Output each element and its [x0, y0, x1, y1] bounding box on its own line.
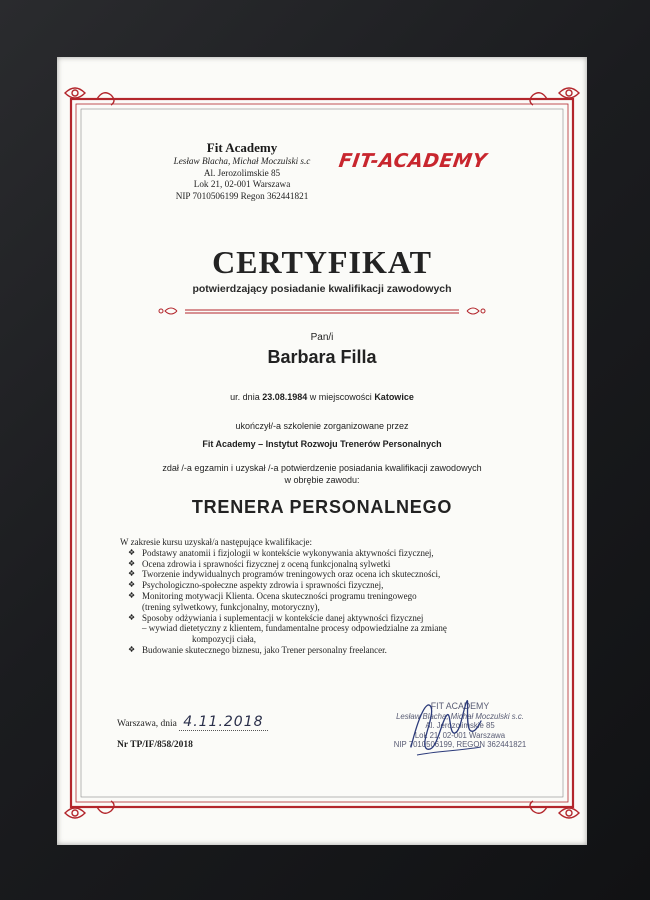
- fit-academy-logo: FIT-ACADEMY: [337, 150, 489, 172]
- issuer-owners: Lesław Blacha, Michał Moczulski s.c: [173, 156, 311, 166]
- exam-line-1: zdał /-a egzamin i uzyskał /-a potwierdzenie posiadania kwalifikacji zawodowych: [162, 463, 482, 473]
- signature: [397, 685, 487, 765]
- certificate-subtitle: potwierdzający posiadanie kwalifikacji zawodowych: [192, 283, 452, 295]
- born-prefix: ur. dnia: [230, 392, 260, 402]
- list-item: ❖ Podstawy anatomii i fizjologii w kontekście wykonywania aktywności fizycznej,: [128, 547, 434, 558]
- exam-text: [57, 463, 587, 486]
- place-label: Warszawa, dnia: [117, 719, 177, 729]
- list-item: ❖ Monitoring motywacji Klienta. Ocena skuteczności programu treningowego (trening sylwetkowy, funkcjonalny, motoryczny),: [128, 590, 417, 612]
- profession-title: TRENERA PERSONALNEGO: [191, 497, 453, 517]
- place-and-date: [117, 714, 268, 730]
- issuer-street: Al. Jerozolimskie 85: [203, 167, 281, 178]
- organizer-name: Fit Academy – Instytut Rozwoju Trenerów Personalnych: [202, 439, 442, 449]
- diamond-bullet-icon: ❖: [128, 590, 136, 600]
- issuer-ids: NIP 7010506199 Regon 362441821: [175, 190, 309, 201]
- handwritten-date: 4.11.2018: [179, 714, 267, 731]
- salutation: Pan/i: [310, 332, 334, 343]
- list-item: ❖ Psychologiczno-społeczne aspekty zdrowia i sprawności fizycznej,: [128, 580, 384, 591]
- diamond-bullet-icon: ❖: [128, 558, 136, 568]
- diamond-bullet-icon: ❖: [128, 612, 136, 622]
- born-mid: w miejscowości: [309, 392, 372, 402]
- certificate-number: Nr TP/IF/858/2018: [117, 740, 193, 750]
- title-divider: [159, 308, 485, 314]
- qualifications-list: [120, 548, 540, 656]
- exam-line-2: w obrębie zawodu:: [284, 474, 360, 485]
- list-item: ❖ Budowanie skutecznego biznesu, jako Trener personalny freelancer.: [128, 644, 387, 655]
- stamp-street: Al. Jerozolimskie 85: [425, 721, 495, 730]
- issuer-address: Lok 21, 02-001 Warszawa: [193, 179, 291, 189]
- diamond-bullet-icon: ❖: [128, 580, 136, 590]
- diamond-bullet-icon: ❖: [128, 547, 136, 557]
- qualifications-intro: W zakresie kursu uzyskał/a następujące kwalifikacje:: [120, 537, 313, 547]
- diamond-bullet-icon: ❖: [128, 644, 136, 654]
- stamp-ids: NIP 7010506199, REGON 362441821: [393, 740, 527, 749]
- birth-date: 23.08.1984: [262, 392, 308, 402]
- stamp-name: FIT ACADEMY: [430, 701, 490, 711]
- list-item: ❖ Tworzenie indywidualnych programów treningowych oraz ocena ich skuteczności,: [128, 569, 441, 580]
- issuer-name: Fit Academy: [206, 140, 278, 155]
- recipient-name: Barbara Filla: [267, 347, 377, 367]
- qualifications-section: [120, 537, 540, 656]
- diamond-bullet-icon: ❖: [128, 569, 136, 579]
- certificate-paper: [57, 57, 587, 845]
- list-item: ❖ Ocena zdrowia i sprawności fizycznej z oceną funkcjonalną sylwetki: [128, 558, 391, 569]
- birth-place: Katowice: [374, 392, 414, 402]
- certificate-title: CERTYFIKAT: [212, 244, 432, 280]
- stamp-owners: Lesław Blacha, Michał Moczulski s.c.: [396, 711, 524, 721]
- list-item: ❖ Sposoby odżywiania i suplementacji w kontekście danej aktywności fizycznej – wywiad dietetyczny z klientem, fundamentalne procesy odpowiedzialne za zmianę kompozycji ciała,: [128, 612, 447, 645]
- issuer-block: [137, 140, 347, 202]
- birth-info: [57, 392, 587, 402]
- completion-text: ukończył/-a szkolenie zorganizowane przez: [235, 421, 409, 431]
- stamp-address: Lok 21, 02-001 Warszawa: [414, 730, 506, 740]
